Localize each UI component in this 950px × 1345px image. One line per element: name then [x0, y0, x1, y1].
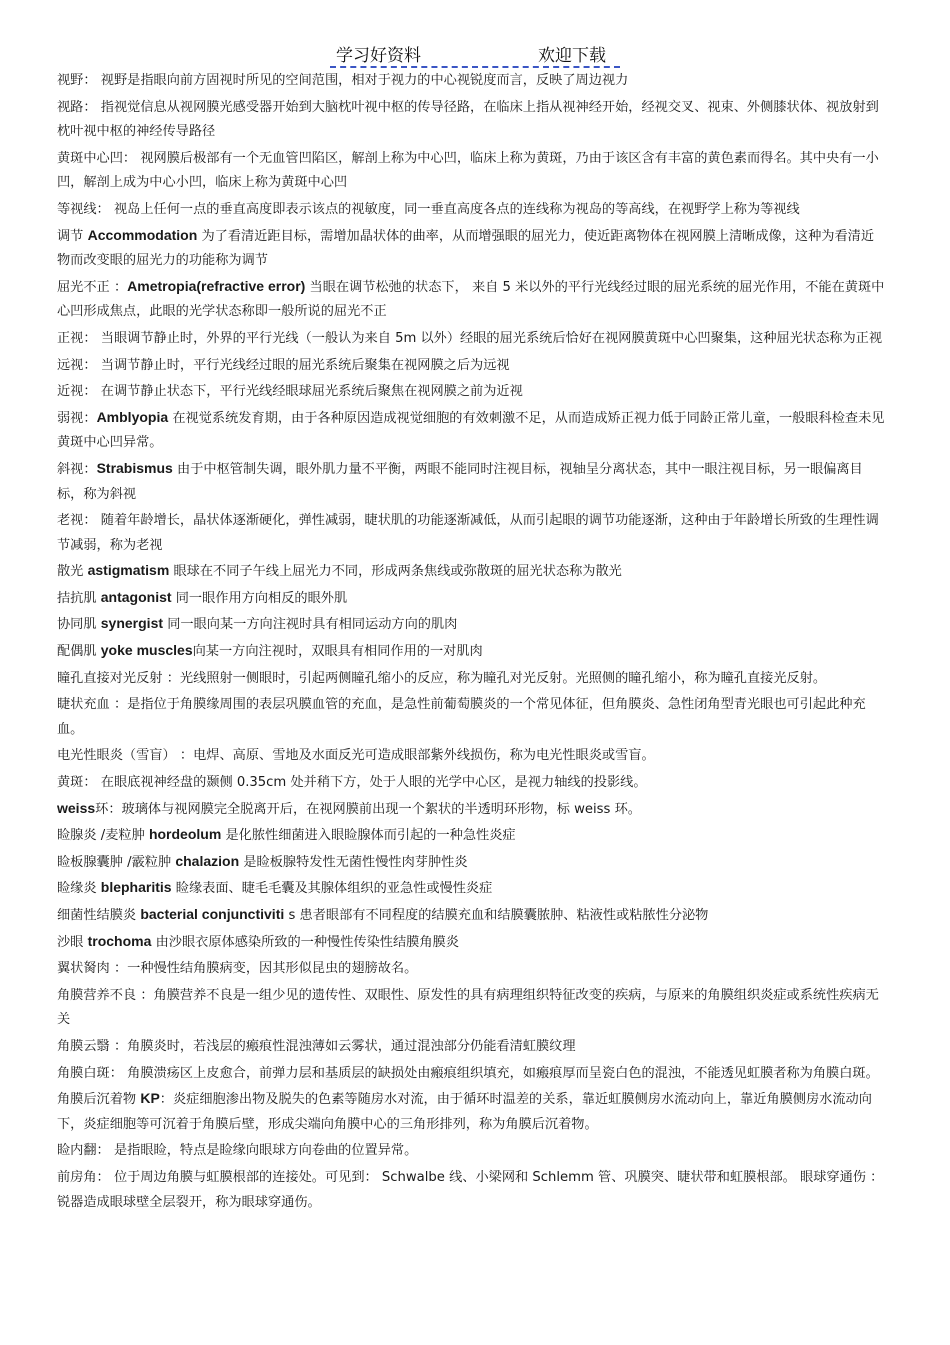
entry-emmetropia: [57, 325, 887, 352]
entry-amblyopia: [57, 405, 887, 456]
entry-hyperopia: [57, 352, 887, 379]
entry-english: yoke muscles: [100, 642, 193, 659]
entry-definition: ：角膜营养不良是一组少见的遗传性、双眼性、原发性的具有病理组织特征改变的疾病，与原来的角膜组织炎症或系统性疾病无关: [57, 987, 879, 1028]
entry-definition: 当调节静止时，平行光线经过眼的屈光系统后聚集在视网膜之后为远视: [96, 357, 510, 373]
entry-definition: 角膜溃疡区上皮愈合，前弹力层和基质层的缺损处由瘢痕组织填充，如瘢痕厚而呈瓷白色的混浊，不能透见虹膜者称为角膜白斑。: [122, 1065, 879, 1081]
entry-term: 斜视：: [57, 461, 97, 477]
entry-definition: 位于周边角膜与虹膜根部的连接处。可见到： Schwalbe 线、小梁网和 Schlemm 管、巩膜突、睫状带和虹膜根部。 眼球穿通伤 ：锐器造成眼球壁全层裂开，称为眼球穿通伤。: [57, 1169, 884, 1210]
entry-term: 视野：: [57, 73, 97, 88]
entry-english: KP: [140, 1090, 160, 1107]
entry-english: astigmatism: [87, 562, 170, 579]
entry-term: 电光性眼炎（雪盲）: [57, 748, 180, 764]
entry-term: 拮抗肌: [57, 590, 101, 606]
page-header: [330, 40, 620, 68]
entry-english: antagonist: [100, 588, 172, 605]
entry-definition: 是化脓性细菌进入眼睑腺体而引起的一种急性炎症: [221, 828, 516, 844]
entry-english: blepharitis: [100, 879, 172, 896]
entry-term: 屈光不正 ：: [57, 279, 128, 295]
entry-hordeolum: [57, 822, 887, 849]
entry-term: 睑腺炎 /麦粒肿: [57, 828, 149, 844]
entry-definition: 是睑板腺特发性无菌性慢性肉芽肿性炎: [239, 854, 468, 870]
entry-term: 睑板腺囊肿 /霰粒肿: [57, 854, 176, 870]
entry-definition: 视野是指眼向前方固视时所见的空间范围，相对于视力的中心视锐度而言，反映了周边视力: [96, 73, 629, 88]
entry-term: 沙眼: [57, 934, 88, 950]
entry-macula: [57, 769, 887, 796]
entry-definition: 是指眼睑，特点是睑缘向眼球方向卷曲的位置异常。: [109, 1143, 418, 1159]
entry-term: 睑缘炎: [57, 881, 101, 897]
entry-english: Accommodation: [87, 226, 198, 243]
entry-ametropia: [57, 274, 887, 325]
entry-term: 弱视：: [57, 410, 97, 426]
entry-yoke-muscles: [57, 638, 887, 665]
entry-term: 翼状胬肉: [57, 961, 114, 977]
entry-term: 近视：: [57, 384, 97, 400]
entry-term: 正视：: [57, 330, 97, 346]
entry-definition: ：炎症细胞渗出物及脱失的色素等随房水对流，由于循环时温差的关系，靠近虹膜侧房水流动向上，靠近角膜侧房水流动向下，炎症细胞等可沉着于角膜后壁，形成尖端向角膜中心的三角形排列，称为角膜后沉着物。: [57, 1092, 872, 1132]
entry-definition: 指视觉信息从视网膜光感受器开始到大脑枕叶视中枢的传导径路，在临床上指从视神经开始，经视交叉、视束、外侧膝状体、视放射到枕叶视中枢的神经传导路径: [57, 99, 879, 140]
entry-definition: 当眼在调节松弛的状态下， 来自 5 米以外的平行光线经过眼的屈光系统的屈光作用，不能在黄斑中心凹形成焦点，此眼的光学状态称即一般所说的屈光不正: [57, 279, 885, 320]
entry-astigmatism: [57, 558, 887, 585]
entry-accommodation: [57, 223, 887, 274]
entry-pterygium: [57, 955, 887, 982]
entry-definition: 同一眼作用方向相反的眼外肌: [171, 590, 348, 606]
entry-term: 黄斑：: [57, 775, 97, 791]
entry-visual-pathway: [57, 94, 887, 145]
entry-term: 角膜营养不良: [57, 987, 141, 1003]
entry-english: bacterial conjunctiviti: [140, 906, 285, 922]
entry-term: 配偶肌: [57, 644, 101, 660]
entry-definition: 在视觉系统发育期，由于各种原因造成视觉细胞的有效刺激不足，从而造成矫正视力低于同龄正常儿童，一般眼科检查未见黄斑中心凹异常。: [57, 410, 885, 451]
entry-bacterial-conjunctivitis: [57, 902, 887, 929]
entry-definition: 在眼底视神经盘的颞侧 0.35cm 处并稍下方，处于人眼的光学中心区，是视力轴线的投影线。: [96, 775, 647, 791]
entry-term: 老视：: [57, 513, 97, 529]
entry-term: 黄斑中心凹：: [57, 150, 137, 166]
entry-keratic-precipitates: [57, 1086, 887, 1137]
entry-corneal-leukoma: [57, 1060, 887, 1087]
entry-english: Amblyopia: [96, 408, 169, 425]
entry-definition: ：一种慢性结角膜病变，因其形似昆虫的翅膀故名。: [113, 961, 418, 977]
entry-term: 睫状充血: [57, 697, 114, 713]
header-right-text: 欢迎下载: [538, 46, 606, 66]
entry-term: 角膜后沉着物: [57, 1092, 141, 1108]
entry-antagonist: [57, 585, 887, 612]
entry-definition: ：是指位于角膜缘周围的表层巩膜血管的充血，是急性前葡萄膜炎的一个常见体征，但角膜炎、急性闭角型青光眼也可引起此种充血。: [57, 697, 866, 737]
entry-term: 调节: [57, 228, 88, 244]
entry-entropion: [57, 1137, 887, 1164]
entry-term: 前房角：: [57, 1169, 110, 1185]
entry-corneal-dystrophy: [57, 982, 887, 1033]
entry-english: weiss: [57, 799, 96, 816]
entry-definition: 环：玻璃体与视网膜完全脱离开后，在视网膜前出现一个絮状的半透明环形物，标 weiss 环。: [95, 801, 641, 817]
entry-definition: 为了看清近距目标，需增加晶状体的曲率，从而增强眼的屈光力，使近距离物体在视网膜上清晰成像，这种为看清近物而改变眼的屈光力的功能称为调节: [57, 228, 875, 269]
entry-english: synergist: [100, 615, 164, 632]
entry-pupillary-light-reflex: [57, 665, 887, 692]
entry-definition: 视岛上任何一点的垂直高度即表示该点的视敏度，同一垂直高度各点的连线称为视岛的等高线，在视野学上称为等视线: [109, 201, 800, 217]
entry-definition: ：角膜炎时，若浅层的瘢痕性混浊薄如云雾状，通过混浊部分仍能看清虹膜纹理: [113, 1038, 576, 1054]
entry-english: chalazion: [175, 852, 240, 869]
entry-fovea: [57, 145, 887, 196]
entry-term: 协同肌: [57, 617, 101, 633]
entry-definition: s 患者眼部有不同程度的结膜充血和结膜囊脓肿、粘液性或粘脓性分泌物: [284, 908, 709, 923]
entry-strabismus: [57, 456, 887, 507]
entry-isopter: [57, 196, 887, 223]
entry-definition: 视网膜后极部有一个无血管凹陷区，解剖上称为中心凹，临床上称为黄斑，乃由于该区含有丰富的黄色素而得名。其中央有一小凹，解剖上成为中心小凹，临床上称为黄斑中心凹: [57, 150, 879, 191]
entry-definition: 同一眼向某一方向注视时具有相同运动方向的肌肉: [163, 617, 458, 633]
glossary-body: [57, 67, 887, 1215]
entry-english: Strabismus: [96, 459, 173, 476]
entry-term: 角膜白斑：: [57, 1065, 123, 1081]
entry-english: hordeolum: [148, 826, 222, 843]
entry-visual-field: [57, 67, 887, 94]
entry-definition: ：电焊、高原、雪地及水面反光可造成眼部紫外线损伤，称为电光性眼炎或雪盲。: [179, 748, 655, 764]
entry-definition: 由于中枢管制失调，眼外肌力量不平衡，两眼不能同时注视目标，视轴呈分离状态，其中一眼注视目标，另一眼偏离目标，称为斜视: [57, 461, 863, 502]
entry-photoophthalmia: [57, 742, 887, 769]
entry-blepharitis: [57, 875, 887, 902]
entry-anterior-chamber-angle: [57, 1164, 887, 1215]
entry-term: 睑内翻：: [57, 1143, 110, 1159]
entry-definition: ：光线照射一侧眼时，引起两侧瞳孔缩小的反应，称为瞳孔对光反射。光照侧的瞳孔缩小，称为瞳孔直接光反射。: [166, 670, 827, 686]
entry-definition: 眼球在不同子午线上屈光力不同，形成两条焦线或弥散斑的屈光状态称为散光: [169, 564, 622, 580]
entry-synergist: [57, 611, 887, 638]
entry-english: Ametropia(refractive error): [127, 277, 306, 294]
entry-ciliary-congestion: [57, 691, 887, 742]
entry-term: 角膜云翳: [57, 1038, 114, 1054]
entry-definition: 睑缘表面、睫毛毛囊及其腺体组织的亚急性或慢性炎症: [171, 881, 493, 897]
entry-definition: 当眼调节静止时，外界的平行光线（一般认为来自 5m 以外）经眼的屈光系统后恰好在视网膜黄斑中心凹聚集，这种屈光状态称为正视: [96, 330, 883, 346]
entry-chalazion: [57, 849, 887, 876]
entry-presbyopia: [57, 507, 887, 558]
entry-definition: 在调节静止状态下，平行光线经眼球屈光系统后聚焦在视网膜之前为近视: [96, 384, 523, 400]
entry-term: 等视线：: [57, 201, 110, 217]
entry-weiss-ring: [57, 796, 887, 823]
entry-definition: 由沙眼衣原体感染所致的一种慢性传染性结膜角膜炎: [151, 934, 459, 950]
entry-term: 视路：: [57, 99, 97, 115]
entry-corneal-nebula: [57, 1033, 887, 1060]
entry-term: 散光: [57, 564, 88, 580]
entry-definition: 向某一方向注视时，双眼具有相同作用的一对肌肉: [192, 644, 483, 660]
entry-definition: 随着年龄增长，晶状体逐渐硬化，弹性减弱，睫状肌的功能逐渐减低，从而引起眼的调节功能逐渐，这种由于年龄增长所致的生理性调节减弱，称为老视: [57, 513, 879, 553]
entry-term: 瞳孔直接对光反射: [57, 670, 167, 686]
entry-myopia: [57, 378, 887, 405]
entry-term: 细菌性结膜炎: [57, 908, 141, 923]
header-left-text: 学习好资料: [336, 46, 421, 66]
entry-trachoma: [57, 929, 887, 956]
entry-english: trochoma: [87, 932, 152, 949]
entry-term: 远视：: [57, 357, 97, 373]
